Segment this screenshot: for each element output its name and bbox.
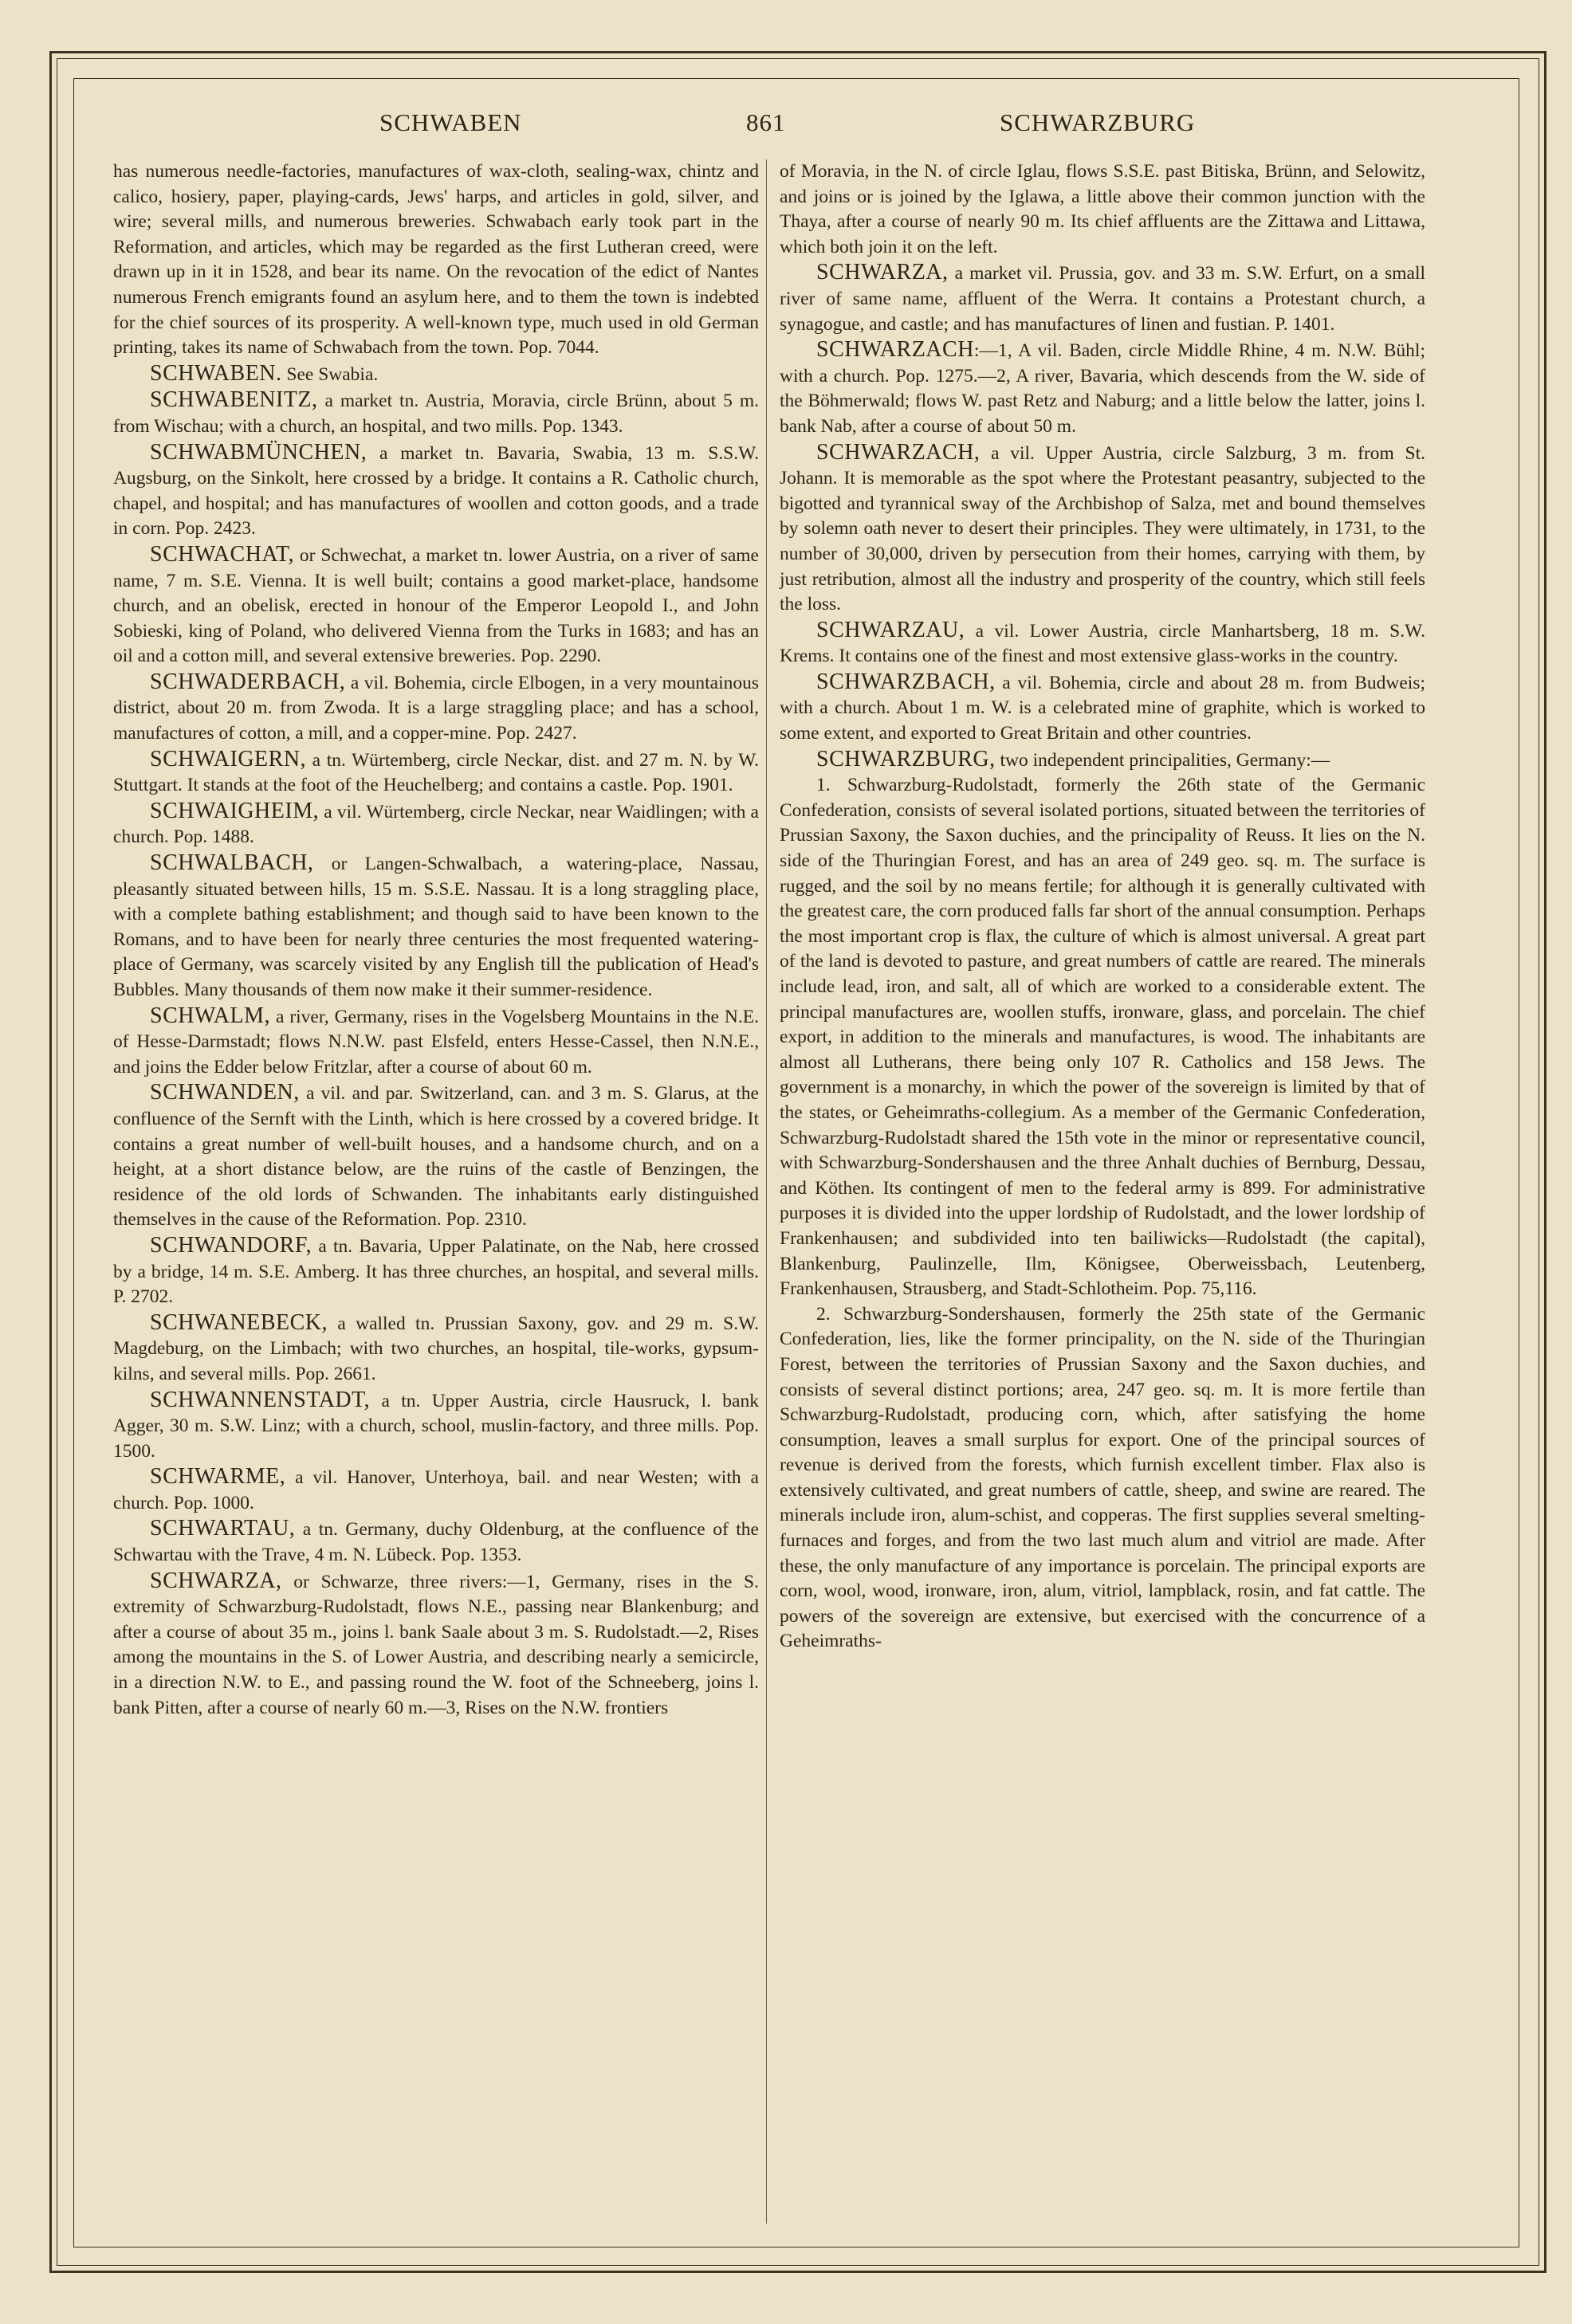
gazetteer-entry: [780, 747, 1425, 774]
gazetteer-entry: [780, 159, 1425, 260]
entry-headword: SCHWABMÜNCHEN,: [150, 439, 367, 465]
entry-headword: SCHWANEBECK,: [150, 1309, 328, 1335]
entry-text: or Schwechat, a market tn. lower Austria, on a river of same name, 7 m. S.E. Vienna. It is well built; contains a good market-place, handsome church, and an obelisk, erected in honour of the Emperor Leopold I., and John Sobieski, king of Poland, who delivered Vienna from the Turks in 1683; and has an oil and a cotton mill, and several extensive breweries. Pop. 2290.: [113, 544, 759, 667]
entry-text: a vil. Bohemia, circle Elbogen, in a very mountainous district, about 20 m. from Zwoda. It is a large straggling place; and has a school, manufactures of cotton, a mill, and a copper-mine. Pop. 2427.: [113, 672, 759, 744]
entry-headword: SCHWARZACH: [816, 337, 974, 363]
entry-text: a vil. Lower Austria, circle Manhartsberg, 18 m. S.W. Krems. It contains one of the finest and most extensive glass-works in the country.: [780, 620, 1425, 667]
gazetteer-entry: [113, 1388, 759, 1465]
gazetteer-entry: [780, 440, 1425, 618]
gazetteer-entry: [113, 1516, 759, 1568]
entry-text: 2. Schwarzburg-Sondershausen, formerly the 25th state of the Germanic Confederation, lies, like the former principality, on the N. side of the Thuringian Forest, between the territories of Prussian Saxony and the Saxon duchies, and consists of several distinct portions; area, 247 geo. sq. m. It is more fertile than Schwarzburg-Rudolstadt, producing corn, which, after satisfying the home consumption, leaves a small surplus for export. One of the principal sources of revenue is derived from the forests, which furnish excellent timber. Flax also is extensively cultivated, and great numbers of cattle, sheep, and swine are reared. The minerals include iron, alum-schist, and copperas. The first supplies several smelting-furnaces and forges, and from the two last much alum and vitriol are made. After these, the only manufacture of any importance is porcelain. The principal exports are corn, wool, wood, ironware, iron, alum, vitriol, lampblack, rosin, and fat cattle. The powers of the sovereign are extensive, but exercised with the concurrence of a Geheimraths-: [780, 1303, 1425, 1652]
gazetteer-entry: [113, 1003, 759, 1081]
gazetteer-entry: [113, 850, 759, 1003]
column-divider: [766, 159, 767, 2224]
entry-text: a tn. Germany, duchy Oldenburg, at the confluence of the Schwartau with the Trave, 4 m. N. Lübeck. Pop. 1353.: [113, 1519, 759, 1566]
gazetteer-entry: [113, 542, 759, 669]
entry-text: a market vil. Prussia, gov. and 33 m. S.W. Erfurt, on a small river of same name, affluent of the Werra. It contains a Protestant church, a synagogue, and castle; and has manufactures of linen and fustian. P. 1401.: [780, 263, 1425, 335]
gazetteer-entry: [113, 1310, 759, 1388]
entry-text: or Schwarze, three rivers:—1, Germany, rises in the S. extremity of Schwarzburg-Rudolstadt, flows N.E., passing near Blankenburg; and after a course of about 35 m., joins l. bank Saale about 3 m. S. Rudolstadt.—2, Rises among the mountains in the S. of Lower Austria, and describing nearly a semicircle, in a direction N.W. to E., and passing round the W. foot of the Schneeberg, joins l. bank Pitten, after a course of nearly 60 m.—3, Rises on the N.W. frontiers: [113, 1571, 759, 1718]
entry-headword: SCHWARME,: [150, 1464, 286, 1490]
entry-headword: SCHWALBACH,: [150, 850, 314, 876]
gazetteer-entry: [780, 1302, 1425, 1655]
entry-headword: SCHWAIGERN,: [150, 746, 307, 771]
entry-text: a vil. Würtemberg, circle Neckar, near Waidlingen; with a church. Pop. 1488.: [113, 801, 759, 848]
entry-text: a vil. Upper Austria, circle Salzburg, 3 m. from St. Johann. It is memorable as the spot where the Protestant peasantry, subjected to the bigotted and tyrannical sway of the Archbishop of Salza, met and bound themselves by solemn oath never to desert their principles. They were ultimately, in 1731, to the number of 30,000, driven by persecution from their homes, carrying with them, by just retribution, almost all the industry and prosperity of the country, which still feels the loss.: [780, 442, 1425, 615]
gazetteer-entry: [113, 669, 759, 747]
gazetteer-entry: [113, 440, 759, 542]
entry-text: a tn. Upper Austria, circle Hausruck, l. bank Agger, 30 m. S.W. Linz; with a church, school, muslin-factory, and three mills. Pop. 1500.: [113, 1390, 759, 1462]
entry-text: has numerous needle-factories, manufactures of wax-cloth, sealing-wax, chintz and calico, hosiery, paper, playing-cards, Jews' harps, and articles in gold, silver, and wire; several mills, and numerous breweries. Schwabach early took part in the Reformation, and articles, which may be regarded as the first Lutheran creed, were drawn up in it in 1528, and bear its name. On the revocation of the edict of Nantes numerous French emigrants found an asylum here, and to them the town is indebted for the chief sources of its prosperity. A well-known type, much used in old German printing, takes its name of Schwabach from the town. Pop. 7044.: [113, 161, 759, 359]
gazetteer-entry: [780, 337, 1425, 439]
left-column: [113, 159, 759, 1721]
entry-headword: SCHWAIGHEIM,: [150, 798, 320, 823]
entry-headword: SCHWARZA,: [150, 1568, 282, 1593]
entry-headword: SCHWANDORF,: [150, 1232, 312, 1258]
entry-headword: SCHWARZBACH,: [816, 669, 996, 694]
entry-text: a tn. Würtemberg, circle Neckar, dist. and 27 m. N. by W. Stuttgart. It stands at the foot of the Heuchelberg; and contains a castle. Pop. 1901.: [113, 749, 759, 796]
entry-headword: SCHWARZA,: [816, 260, 949, 285]
right-running-head: SCHWARZBURG: [1000, 108, 1196, 136]
gazetteer-entry: [113, 1464, 759, 1516]
entry-headword: SCHWACHAT,: [150, 541, 295, 567]
gazetteer-entry: [113, 159, 759, 361]
entry-text: a walled tn. Prussian Saxony, gov. and 29 m. S.W. Magdeburg, on the Limbach; with two churches, an hospital, tile-works, gypsum-kilns, and several mills. Pop. 2661.: [113, 1313, 759, 1384]
gazetteer-entry: [113, 1080, 759, 1233]
gazetteer-entry: [113, 1233, 759, 1310]
entry-headword: SCHWABENITZ,: [150, 387, 318, 413]
entry-text: a market tn. Austria, Moravia, circle Brünn, about 5 m. from Wischau; with a church, an hospital, and two mills. Pop. 1343.: [113, 391, 759, 437]
gazetteer-entry: [780, 669, 1425, 747]
page-header: [73, 100, 1518, 148]
entry-text: a river, Germany, rises in the Vogelsberg Mountains in the N.E. of Hesse-Darmstadt; flows N.N.W. past Elsfeld, enters Hesse-Cassel, then N.N.E., and joins the Edder below Fritzlar, after a course of about 60 m.: [113, 1006, 759, 1078]
entry-headword: SCHWARZACH,: [816, 439, 981, 465]
entry-text: a tn. Bavaria, Upper Palatinate, on the Nab, here crossed by a bridge, 14 m. S.E. Amberg. It has three churches, an hospital, and several mills. P. 2702.: [113, 1235, 759, 1308]
entry-text: a vil. and par. Switzerland, can. and 3 m. S. Glarus, at the confluence of the Sernft with the Linth, which is here crossed by a covered bridge. It contains a great number of well-built houses, and a handsome church, and on a height, at a short distance below, are the ruins of the castle of Benzingen, the residence of the old lords of Schwanden. The inhabitants early distinguished themselves in the cause of the Reformation. Pop. 2310.: [113, 1083, 759, 1231]
gazetteer-entry: [113, 799, 759, 850]
entry-text: See Swabia.: [281, 363, 379, 385]
page-number: 861: [746, 108, 786, 136]
entry-text: a vil. Bohemia, circle and about 28 m. from Budweis; with a church. About 1 m. W. is a celebrated mine of graphite, which is worked to some extent, and exported to Great Britain and other countries.: [780, 672, 1425, 744]
entry-headword: SCHWABEN.: [150, 360, 282, 386]
entry-text: a vil. Hanover, Unterhoya, bail. and near Westen; with a church. Pop. 1000.: [113, 1467, 759, 1513]
entry-text: or Langen-Schwalbach, a watering-place, Nassau, pleasantly situated between hills, 15 m. S.S.E. Nassau. It is a long straggling place, with a complete bathing establishment; and though said to have been known to the Romans, and to have been for nearly three centuries the most frequented watering-place of Germany, was scarcely visited by any English till the publication of Head's Bubbles. Many thousands of them now make it their summer-residence.: [113, 854, 759, 1000]
entry-headword: SCHWARTAU,: [150, 1516, 296, 1541]
entry-text: :—1, A vil. Baden, circle Middle Rhine, 4 m. N.W. Bühl; with a church. Pop. 1275.—2, A river, Bavaria, which descends from the W. side of the Böhmerwald; flows W. past Retz and Naburg; and a little below the latter, joins l. bank Nab, after a course of about 50 m.: [780, 340, 1425, 437]
gazetteer-entry: [780, 260, 1425, 337]
gazetteer-entry: [113, 387, 759, 439]
entry-headword: SCHWALM,: [150, 1003, 271, 1028]
entry-headword: SCHWARZBURG,: [816, 746, 996, 771]
gazetteer-entry: [113, 1568, 759, 1721]
entry-text: of Moravia, in the N. of circle Iglau, flows S.S.E. past Bitiska, Brünn, and Selowitz, and joins or is joined by the Iglawa, a little above their common junction with the Thaya, after a course of nearly 90 m. Its chief affluents are the Zittawa and Littawa, which both join it on the left.: [780, 161, 1425, 257]
gazetteer-entry: [113, 361, 759, 388]
gazetteer-entry: [780, 773, 1425, 1301]
entry-headword: SCHWANDEN,: [150, 1080, 300, 1105]
entry-headword: SCHWARZAU,: [816, 617, 965, 642]
left-running-head: SCHWABEN: [379, 108, 522, 136]
entry-headword: SCHWANNENSTADT,: [150, 1387, 371, 1412]
entry-text: two independent principalities, Germany:—: [995, 749, 1330, 771]
gazetteer-entry: [780, 618, 1425, 669]
entry-text: a market tn. Bavaria, Swabia, 13 m. S.S.W. Augsburg, on the Sinkolt, here crossed by a bridge. It contains a R. Catholic church, chapel, and hospital; and has manufactures of woollen and cotton goods, and a trade in corn. Pop. 2423.: [113, 442, 759, 540]
entry-text: 1. Schwarzburg-Rudolstadt, formerly the 26th state of the Germanic Confederation, consists of several isolated portions, situated between the territories of Prussian Saxony, the Saxon duchies, and the principality of Reuss. It lies on the N. side of the Thuringian Forest, and has an area of 249 geo. sq. m. The surface is rugged, and the soil by no means fertile; for although it is generally cultivated with the greatest care, the corn produced falls far short of the annual consumption. Perhaps the most important crop is flax, the culture of which is almost universal. A great part of the land is devoted to pasture, and great numbers of cattle are reared. The minerals include lead, iron, and salt, all of which are worked to a considerable extent. The principal manufactures are, woollen stuffs, ironware, glass, and porcelain. The chief export, in addition to the minerals and manufactures, is wood. The inhabitants are almost all Lutherans, there being only 107 R. Catholics and 158 Jews. The government is a monarchy, in which the power of the sovereign is limited by that of the states, or Geheimraths-collegium. As a member of the Germanic Confederation, Schwarzburg-Rudolstadt shared the 15th vote in the minor or representative council, with Schwarzburg-Sondershausen and the three Anhalt duchies of Bernburg, Dessau, and Köthen. Its contingent of men to the federal army is 899. For administrative purposes it is divided into the upper lordship of Rudolstadt, and the lower lordship of Frankenhausen; and subdivided into ten bailiwicks—Rudolstadt (the capital), Blankenburg, Paulinzelle, Ilm, Königsee, Oberweissbach, Leutenberg, Frankenhausen, Strausberg, and Stadt-Schlotheim. Pop. 75,116.: [780, 775, 1425, 1300]
right-column: [780, 159, 1425, 1655]
entry-headword: SCHWADERBACH,: [150, 669, 346, 694]
gazetteer-entry: [113, 747, 759, 799]
